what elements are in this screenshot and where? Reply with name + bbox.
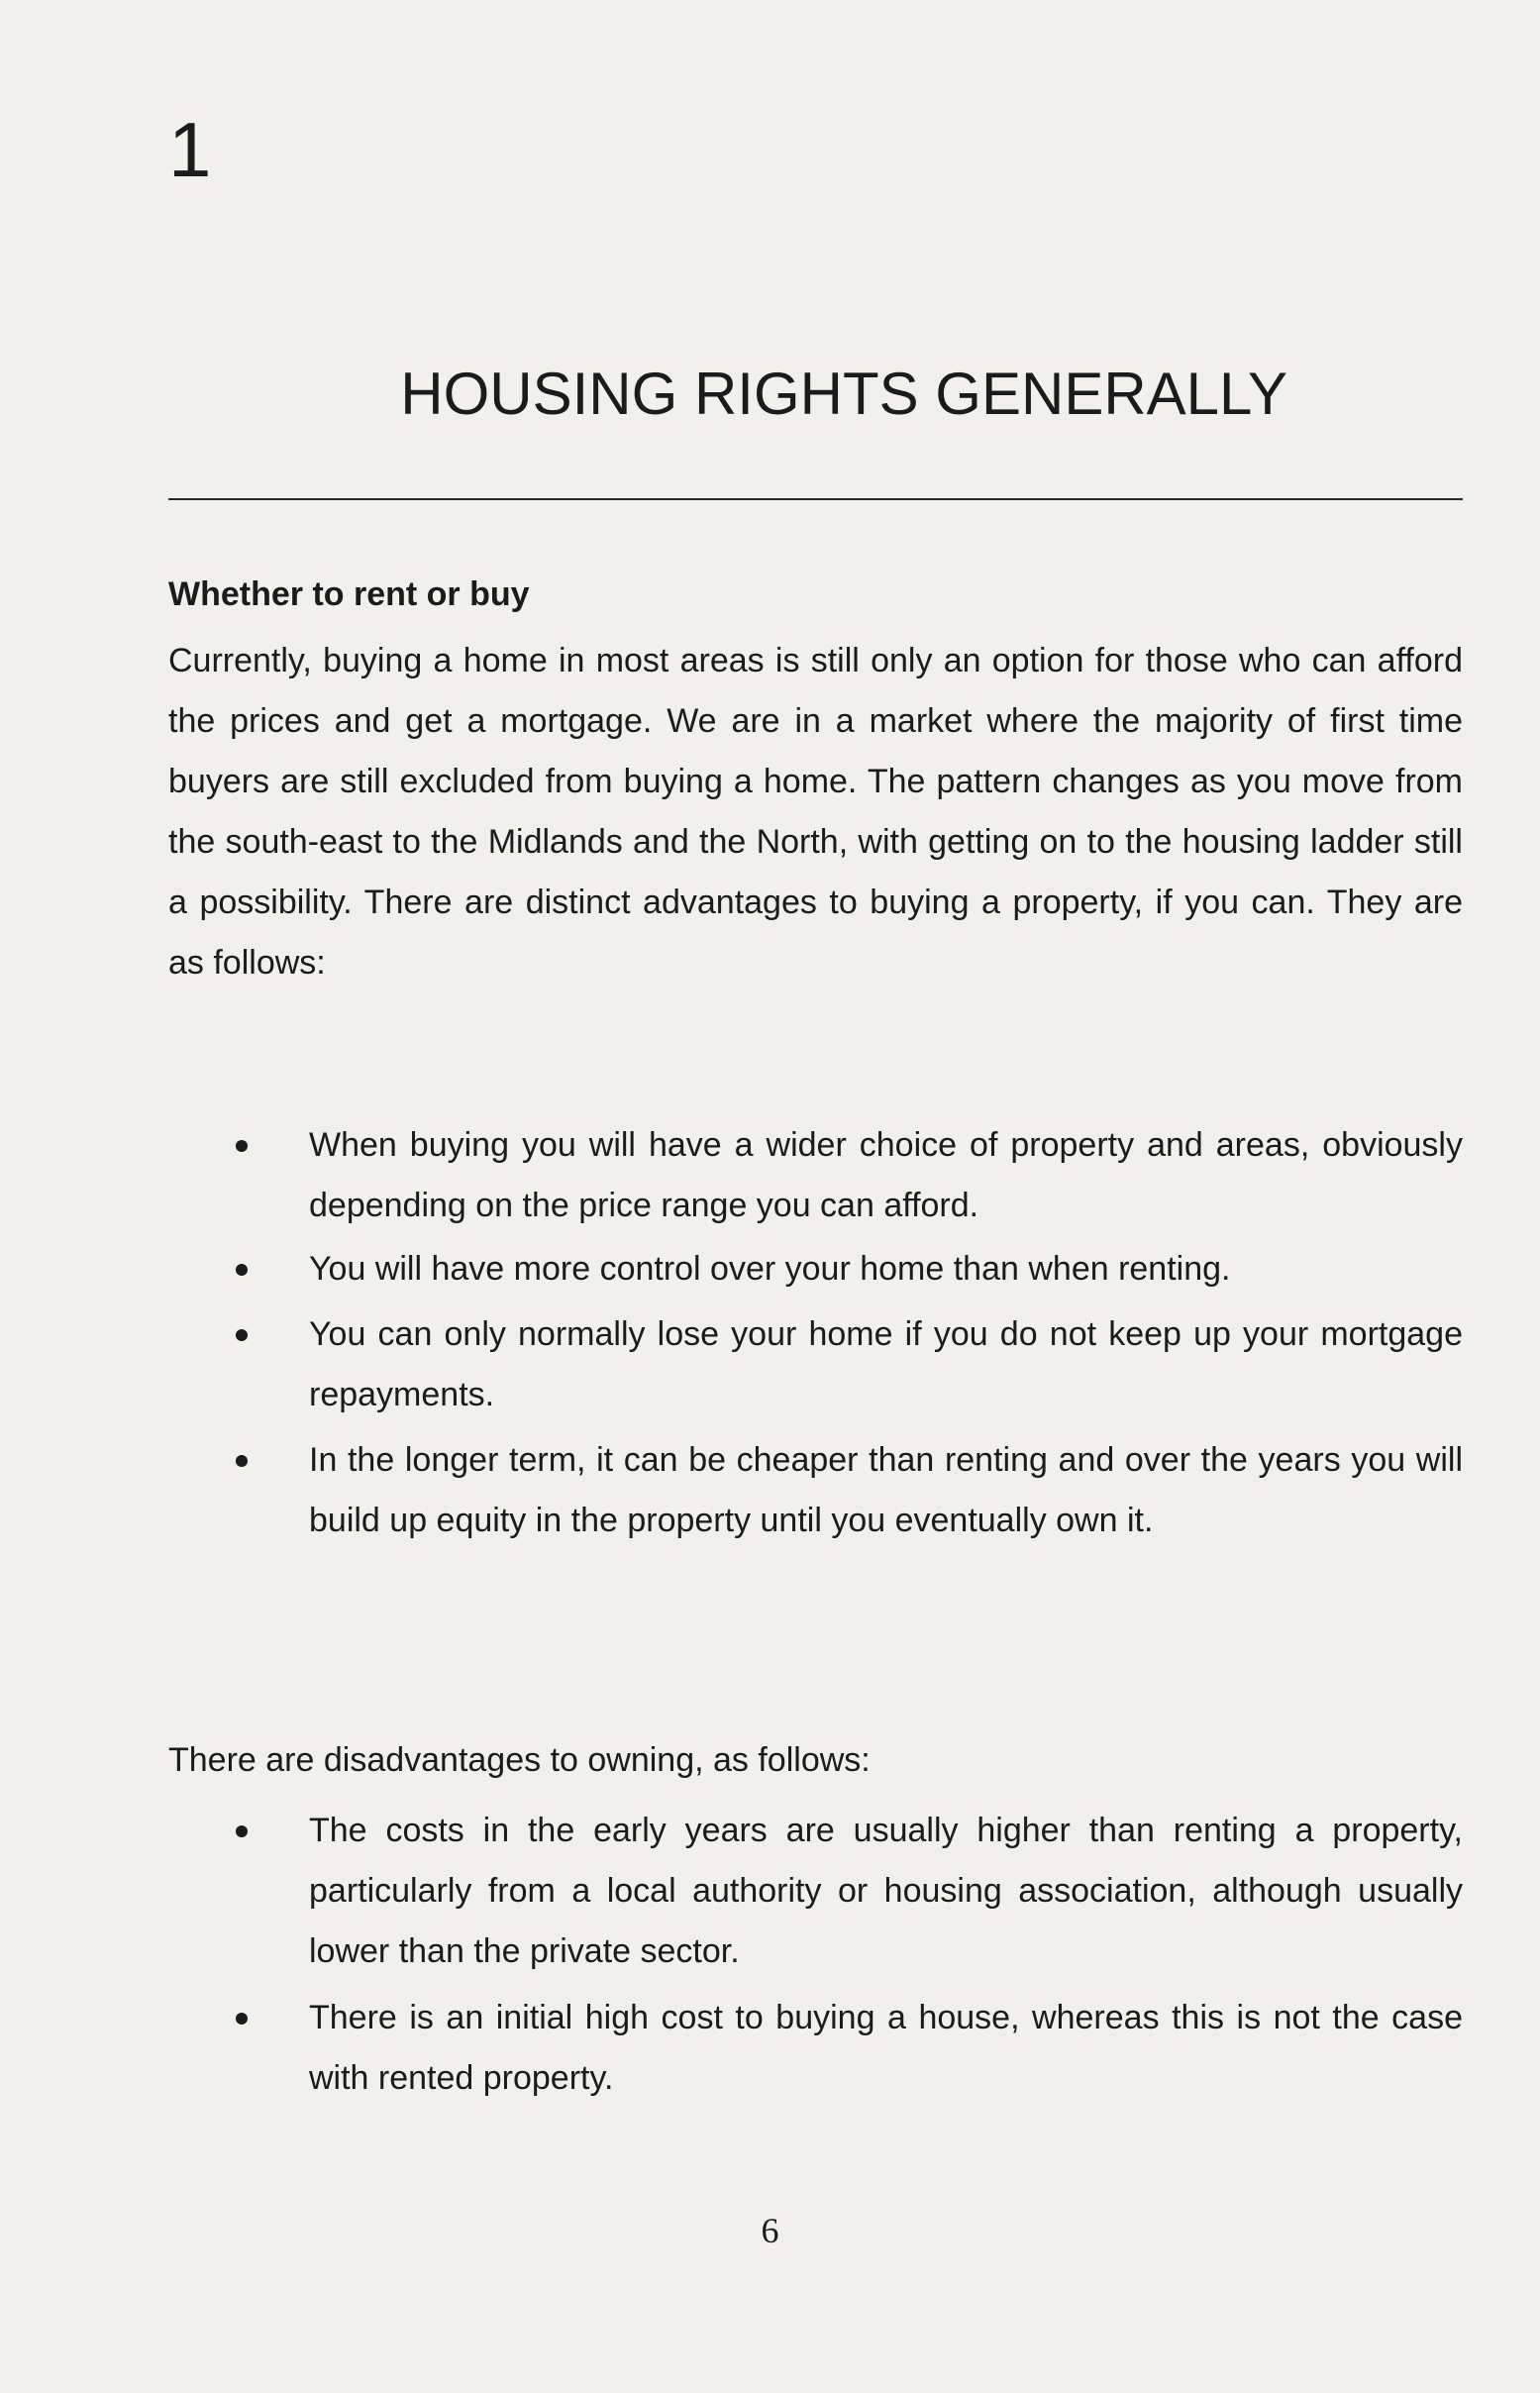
list-item-text: There is an initial high cost to buying a house, whereas this is not the case with rented property. (309, 1999, 1463, 2097)
bullet-icon (236, 1825, 248, 1837)
bullet-icon (236, 1329, 248, 1341)
list-item-text: When buying you will have a wider choice of property and areas, obviously depending on the price range you can afford. (309, 1126, 1463, 1224)
list-item (168, 1304, 1463, 1425)
bullet-icon (236, 1140, 248, 1152)
page-number: 6 (761, 2211, 779, 2250)
intro-paragraph: Currently, buying a home in most areas is still only an option for those who can afford the prices and get a mortgage. We are in a market where the majority of first time buyers are still excluded from buying a home. The pattern changes as you move from the south-east to the Midlands and the North, with getting on to the housing ladder still a possibility. There are distinct advantages to buying a property, if you can. They are as follows: (168, 642, 1463, 982)
list-item-text: In the longer term, it can be cheaper than renting and over the years you will build up equity in the property until you eventually own it. (309, 1441, 1463, 1539)
section-heading: Whether to rent or buy (168, 575, 530, 613)
advantages-list (168, 1115, 1463, 1551)
chapter-title: HOUSING RIGHTS GENERALLY (400, 361, 1287, 427)
bullet-icon (236, 2013, 248, 2025)
disadvantages-intro: There are disadvantages to owning, as follows: (168, 1741, 871, 1779)
list-item (168, 1115, 1463, 1236)
bullet-icon (236, 1264, 248, 1276)
chapter-number: 1 (168, 106, 212, 193)
list-item (168, 1988, 1463, 2109)
list-item (168, 1430, 1463, 1551)
disadvantages-list (168, 1801, 1463, 2109)
list-item-text: You will have more control over your home than when renting. (309, 1250, 1231, 1288)
title-rule (168, 498, 1463, 500)
list-item-text: The costs in the early years are usually higher than renting a property, particularly from a local authority or housing association, although usually lower than the private sector. (309, 1812, 1463, 1970)
list-item (168, 1801, 1463, 1982)
list-item-text: You can only normally lose your home if you do not keep up your mortgage repayments. (309, 1315, 1463, 1413)
list-item (168, 1239, 1463, 1300)
bullet-icon (236, 1455, 248, 1467)
